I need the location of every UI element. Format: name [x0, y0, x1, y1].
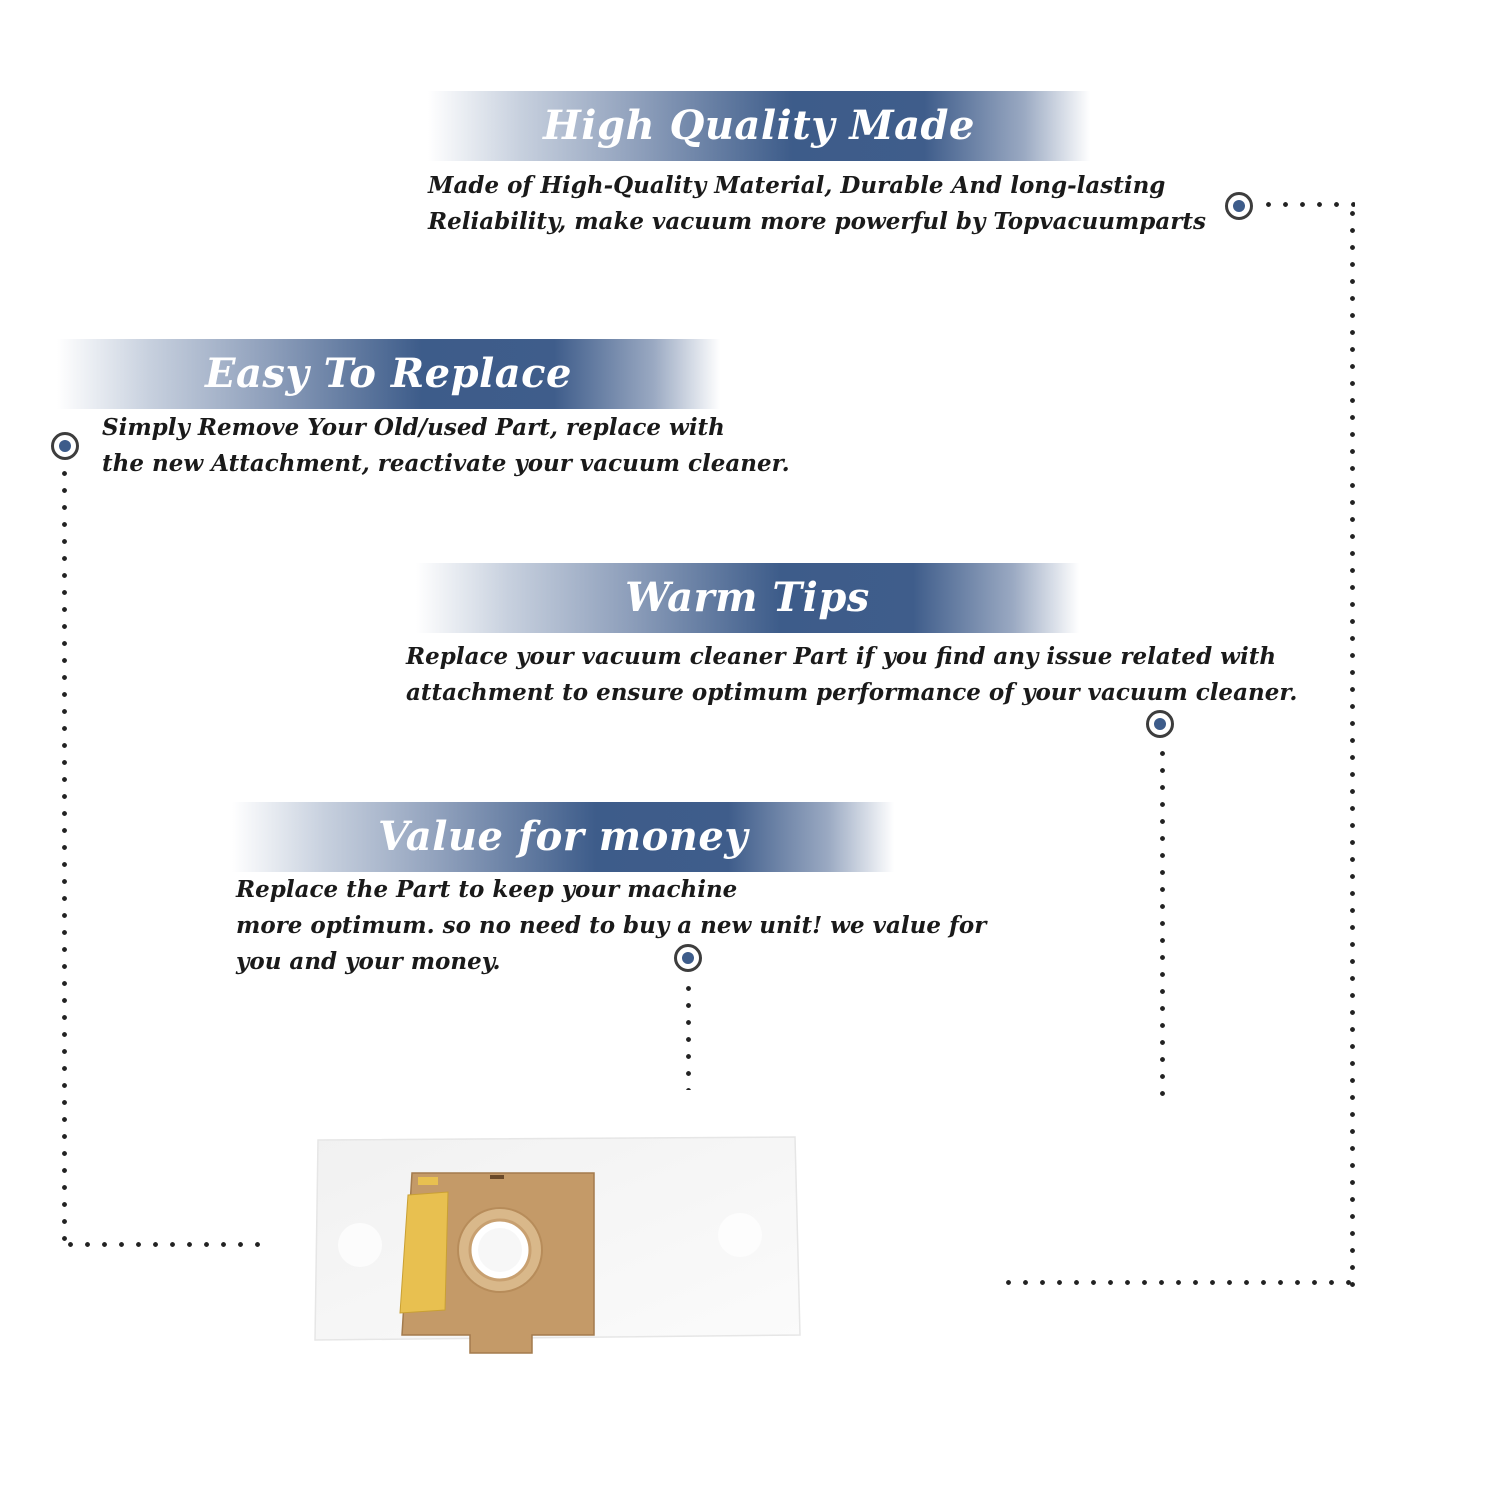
description-line: Made of High-Quality Material, Durable And long-lasting	[428, 172, 1166, 199]
description-line: Simply Remove Your Old/used Part, replace with	[102, 414, 725, 441]
feature-title: Value for money	[377, 813, 749, 860]
description-line: Replace the Part to keep your machine	[236, 876, 738, 903]
bullet-dot-icon	[1225, 192, 1253, 220]
feature-title: Easy To Replace	[205, 350, 572, 397]
feature-description	[236, 872, 986, 980]
feature-title: High Quality Made	[543, 102, 975, 149]
description-line: attachment to ensure optimum performance of your vacuum cleaner.	[406, 679, 1298, 706]
feature-title: Warm Tips	[625, 574, 870, 621]
dotted-connector	[1350, 205, 1355, 1290]
dotted-connector	[1260, 202, 1355, 207]
bag-tab	[400, 1192, 448, 1313]
bullet-dot-icon	[51, 432, 79, 460]
bullet-dot-icon	[1146, 710, 1174, 738]
feature-description	[428, 168, 1206, 240]
feature-description	[102, 410, 790, 482]
vacuum-bag-image	[300, 1125, 805, 1365]
banner-warm-tips	[416, 563, 1079, 633]
banner-high-quality	[428, 91, 1090, 161]
banner-easy-replace	[57, 339, 720, 409]
description-line: Reliability, make vacuum more powerful by Topvacuumparts	[428, 208, 1206, 235]
dotted-connector	[1160, 745, 1165, 1105]
bullet-dot-icon	[674, 944, 702, 972]
description-line: more optimum. so no need to buy a new unit! we value for	[236, 912, 987, 939]
description-line: Replace your vacuum cleaner Part if you find any issue related with	[406, 643, 1277, 670]
description-line: you and your money.	[236, 948, 501, 975]
dotted-connector	[1000, 1280, 1355, 1285]
dotted-connector	[62, 1242, 262, 1247]
banner-value-money	[232, 802, 894, 872]
dotted-connector	[686, 980, 691, 1090]
dotted-connector	[62, 465, 67, 1250]
feature-description	[406, 639, 1297, 711]
description-line: the new Attachment, reactivate your vacuum cleaner.	[102, 450, 790, 477]
